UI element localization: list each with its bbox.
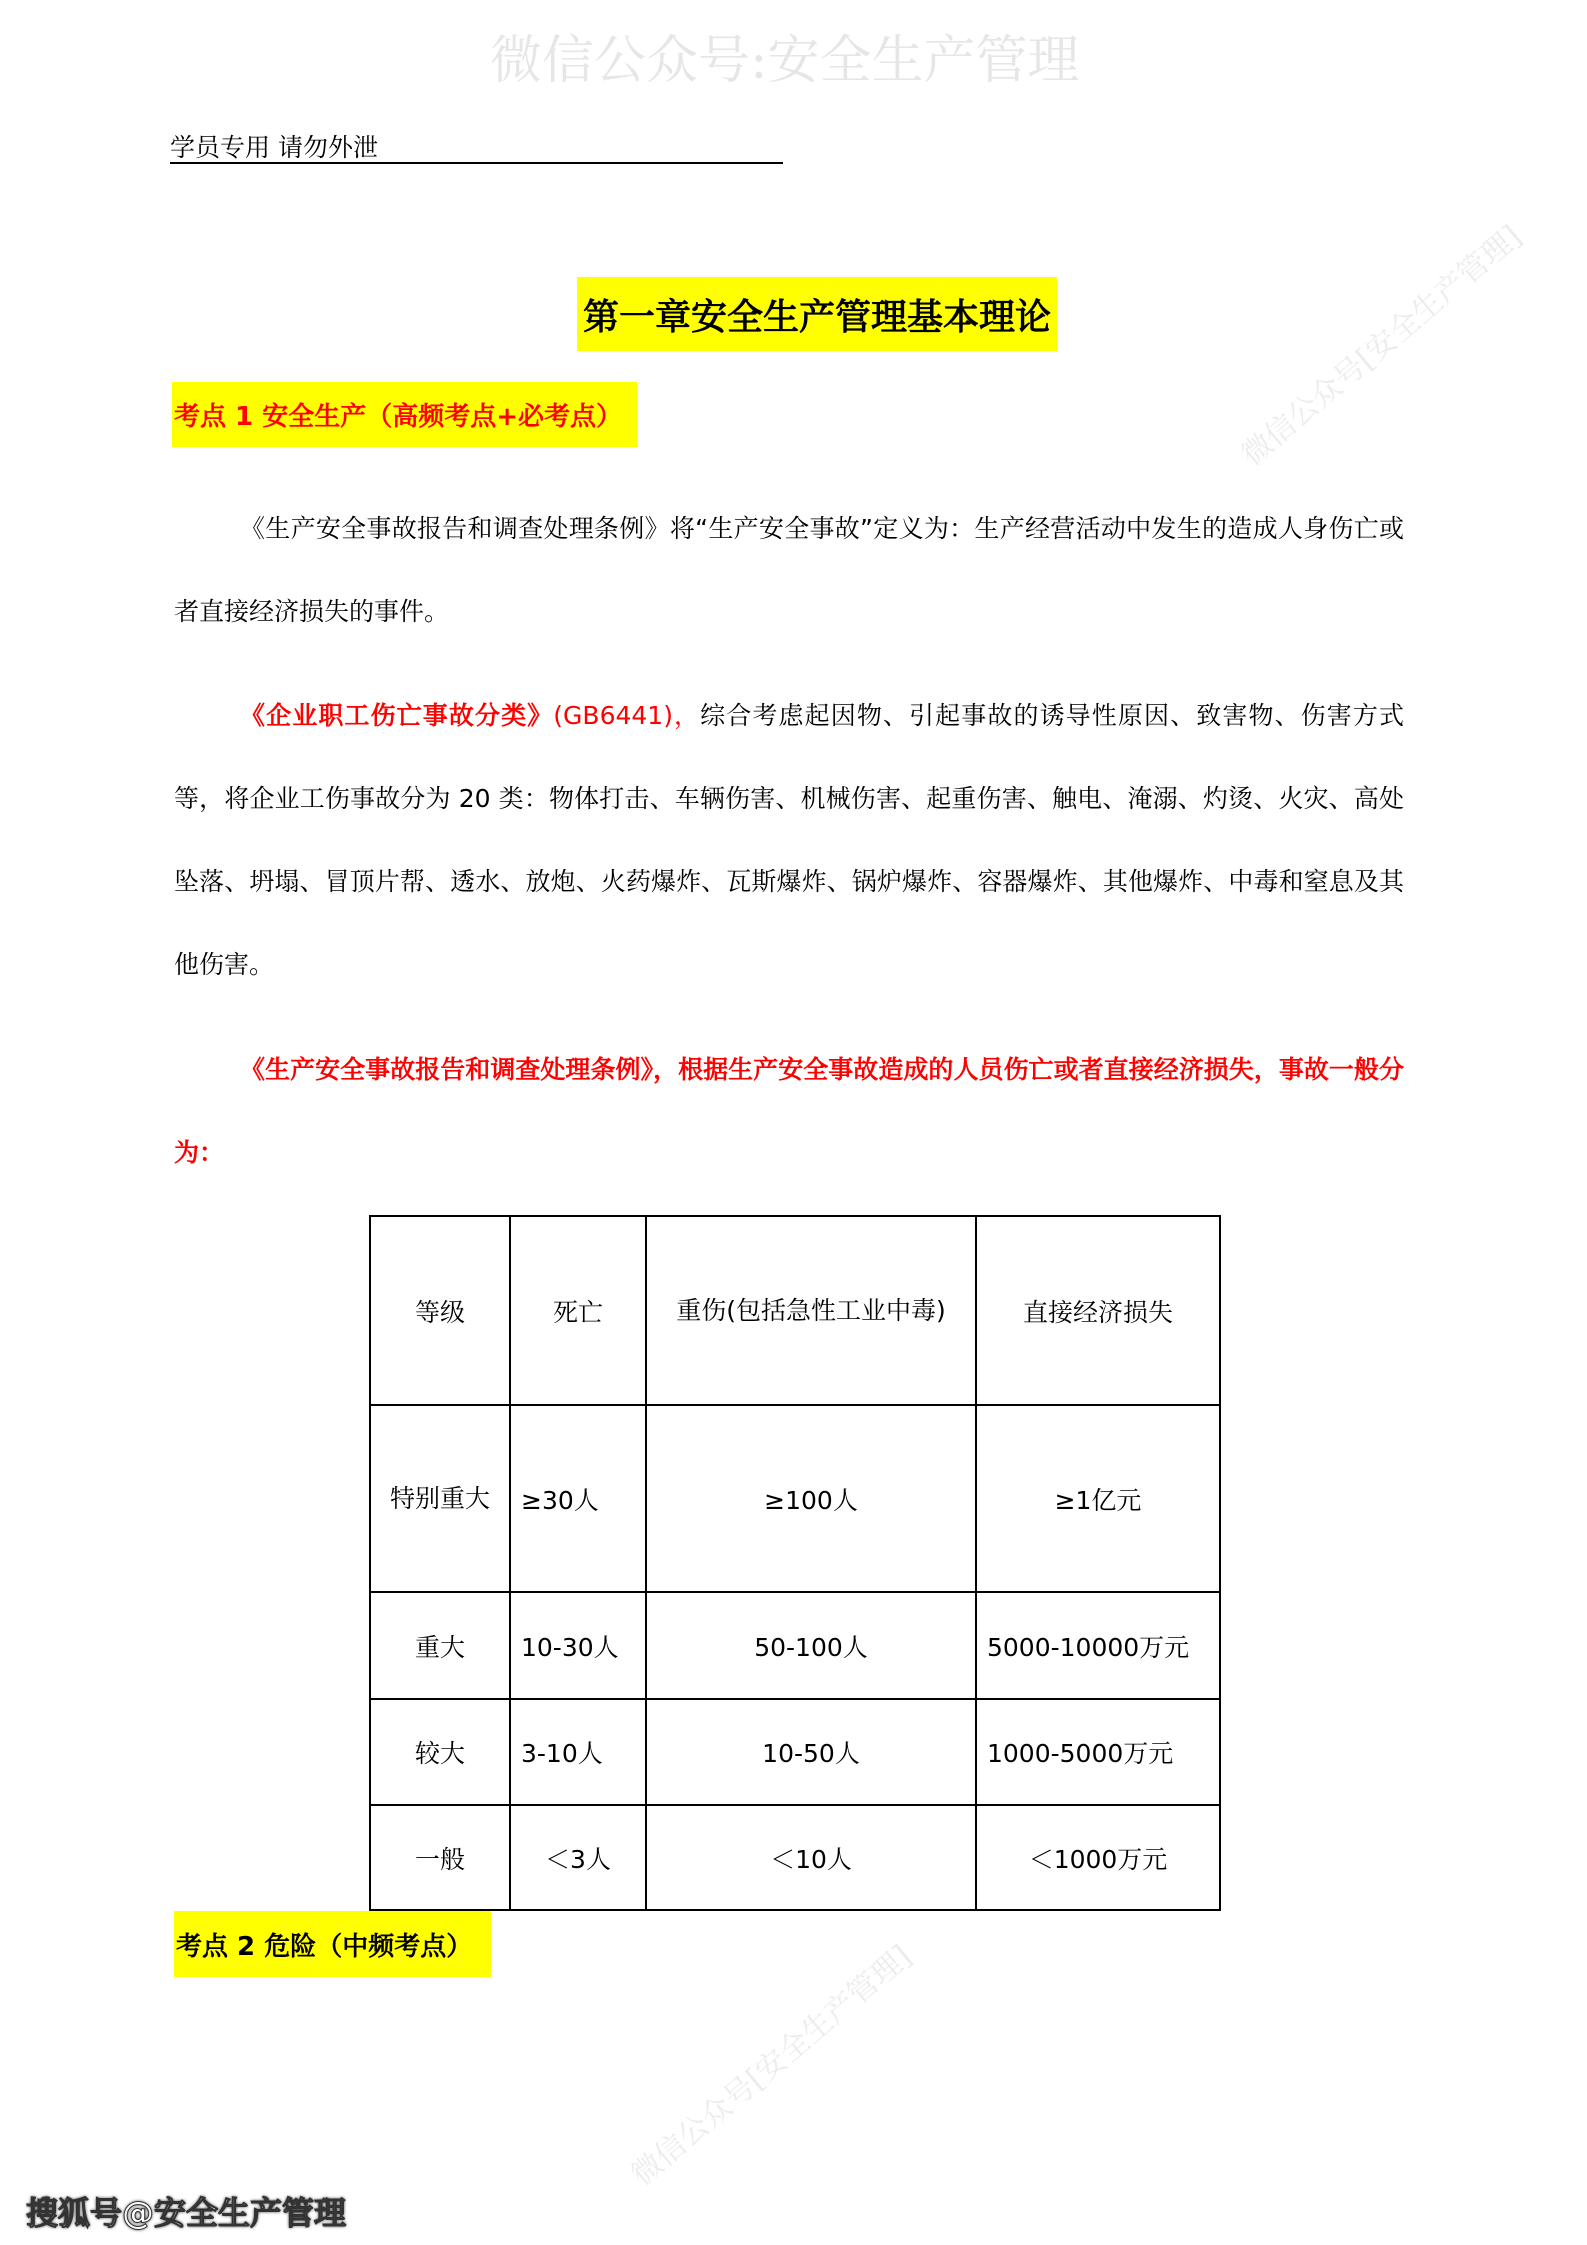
header-cell: 等级 — [370, 1216, 510, 1405]
section-heading-1: 考点 1 安全生产（高频考点+必考点） — [172, 382, 637, 447]
classification-text: 综合考虑起因物、引起事故的诱导性原因、致害物、伤害方式等，将企业工伤事故分为 20 类：物体打击、车辆伤害、机械伤害、起重伤害、触电、淹溺、灼烫、火灾、高处坠落、坍塌、冒顶片帮、透水、放炮、火药爆炸、瓦斯爆炸、锅炉爆炸、容器爆炸、其他爆炸、中毒和窒息及其他伤害。 — [174, 701, 1404, 979]
level-cell: 较大 — [370, 1699, 510, 1805]
accident-level-table — [369, 1215, 1221, 1911]
source-watermark: 搜狐号@安全生产管理 — [26, 2194, 347, 2232]
injury-cell: 10-50人 — [646, 1699, 976, 1805]
standard-code: (GB6441)， — [553, 701, 701, 730]
level-cell: 重大 — [370, 1592, 510, 1699]
death-cell: 3-10人 — [510, 1699, 646, 1805]
chapter-title: 第一章安全生产管理基本理论 — [577, 277, 1057, 351]
table-row — [370, 1805, 1220, 1910]
injury-cell: ≥100人 — [646, 1405, 976, 1592]
table-row — [370, 1592, 1220, 1699]
level-cell: 一般 — [370, 1805, 510, 1910]
document-header: 学员专用 请勿外泄 — [170, 133, 378, 162]
paragraph-definition: 《生产安全事故报告和调查处理条例》将“生产安全事故”定义为：生产经营活动中发生的造成人身伤亡或者直接经济损失的事件。 — [174, 514, 1404, 626]
injury-cell: ＜10人 — [646, 1805, 976, 1910]
loss-cell: ≥1亿元 — [976, 1405, 1220, 1592]
header-cell: 死亡 — [510, 1216, 646, 1405]
section-body — [174, 487, 1404, 1977]
paragraph-levels: 《生产安全事故报告和调查处理条例》，根据生产安全事故造成的人员伤亡或者直接经济损失，事故一般分为： — [174, 1055, 1404, 1167]
death-cell: ＜3人 — [510, 1805, 646, 1910]
injury-cell: 50-100人 — [646, 1592, 976, 1699]
loss-cell: 1000-5000万元 — [976, 1699, 1220, 1805]
header-divider — [170, 162, 783, 164]
paragraph-classification — [174, 674, 1404, 1006]
table-row — [370, 1699, 1220, 1805]
watermark-diagonal: 微信公众号[安全生产管理] — [625, 1938, 919, 2193]
death-cell: ≥30人 — [510, 1405, 646, 1592]
loss-cell: 5000-10000万元 — [976, 1592, 1220, 1699]
watermark-diagonal: 微信公众号[安全生产管理] — [1235, 218, 1529, 473]
watermark-top: 微信公众号:安全生产管理 — [490, 31, 1080, 91]
death-cell: 10-30人 — [510, 1592, 646, 1699]
level-cell: 特别重大 — [370, 1405, 510, 1592]
table-header-row — [370, 1216, 1220, 1405]
loss-cell: ＜1000万元 — [976, 1805, 1220, 1910]
standard-name: 《企业职工伤亡事故分类》 — [240, 701, 554, 730]
table-row — [370, 1405, 1220, 1592]
header-cell: 重伤(包括急性工业中毒) — [646, 1216, 976, 1405]
header-cell: 直接经济损失 — [976, 1216, 1220, 1405]
section-heading-2: 考点 2 危险（中频考点） — [174, 1911, 491, 1977]
